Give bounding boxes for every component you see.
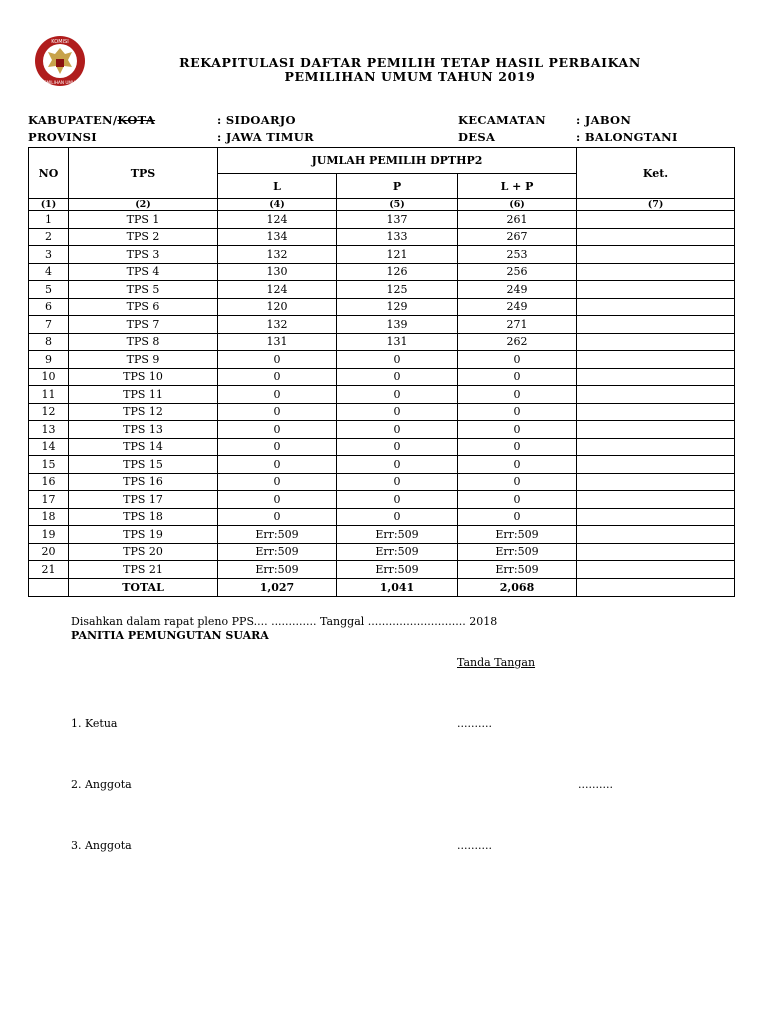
table-row [29, 281, 735, 299]
table-row [29, 351, 735, 369]
row-ket [577, 473, 735, 491]
row-ket [577, 281, 735, 299]
desa-value: : BALONGTANI [576, 130, 678, 144]
total-label: TOTAL [69, 578, 218, 596]
row-p: 126 [337, 263, 458, 281]
row-p: 0 [337, 508, 458, 526]
table-row [29, 508, 735, 526]
row-ket [577, 298, 735, 316]
row-lp: Err:509 [458, 561, 577, 579]
row-lp: 0 [458, 456, 577, 474]
index-cell: (5) [337, 199, 458, 211]
row-tps: TPS 18 [69, 508, 218, 526]
row-no: 17 [29, 491, 69, 509]
table-row [29, 491, 735, 509]
row-lp: 249 [458, 281, 577, 299]
row-no: 4 [29, 263, 69, 281]
table-row [29, 403, 735, 421]
row-p: 0 [337, 438, 458, 456]
row-no: 6 [29, 298, 69, 316]
row-l: 130 [218, 263, 337, 281]
table-row [29, 473, 735, 491]
header-tps: TPS [69, 148, 218, 199]
table-row [29, 298, 735, 316]
table-row [29, 386, 735, 404]
table-row [29, 333, 735, 351]
row-ket [577, 421, 735, 439]
row-l: Err:509 [218, 526, 337, 544]
signer-3-label: 3. Anggota [71, 839, 132, 852]
row-lp: 253 [458, 246, 577, 264]
row-no: 18 [29, 508, 69, 526]
row-tps: TPS 3 [69, 246, 218, 264]
row-p: 133 [337, 228, 458, 246]
row-l: 134 [218, 228, 337, 246]
row-tps: TPS 11 [69, 386, 218, 404]
desa-label: DESA [458, 130, 496, 144]
row-p: Err:509 [337, 543, 458, 561]
row-tps: TPS 9 [69, 351, 218, 369]
row-ket [577, 456, 735, 474]
table-row [29, 228, 735, 246]
table-row [29, 263, 735, 281]
rekap-table [28, 147, 735, 597]
row-tps: TPS 16 [69, 473, 218, 491]
row-ket [577, 333, 735, 351]
row-p: 137 [337, 211, 458, 229]
row-tps: TPS 13 [69, 421, 218, 439]
index-row [29, 199, 735, 211]
row-l: 131 [218, 333, 337, 351]
row-ket [577, 438, 735, 456]
signer-1-label: 1. Ketua [71, 717, 118, 730]
row-l: 124 [218, 211, 337, 229]
row-lp: 0 [458, 351, 577, 369]
kecamatan-label: KECAMATAN [458, 113, 546, 127]
row-tps: TPS 1 [69, 211, 218, 229]
row-lp: 0 [458, 491, 577, 509]
row-tps: TPS 8 [69, 333, 218, 351]
table-row [29, 421, 735, 439]
row-tps: TPS 12 [69, 403, 218, 421]
row-ket [577, 351, 735, 369]
row-p: 125 [337, 281, 458, 299]
row-no: 2 [29, 228, 69, 246]
row-l: 120 [218, 298, 337, 316]
row-tps: TPS 17 [69, 491, 218, 509]
row-lp: 267 [458, 228, 577, 246]
table-row [29, 316, 735, 334]
row-l: 132 [218, 316, 337, 334]
row-p: 129 [337, 298, 458, 316]
provinsi-value: : JAWA TIMUR [217, 130, 314, 144]
total-l: 1,027 [218, 578, 337, 596]
header-jumlah-pemilih: JUMLAH PEMILIH DPTHP2 [218, 148, 577, 174]
row-no: 7 [29, 316, 69, 334]
row-lp: 271 [458, 316, 577, 334]
index-cell: (6) [458, 199, 577, 211]
row-no: 14 [29, 438, 69, 456]
row-ket [577, 561, 735, 579]
tanda-tangan-label: Tanda Tangan [457, 656, 536, 669]
row-ket [577, 508, 735, 526]
row-no: 1 [29, 211, 69, 229]
row-l: Err:509 [218, 561, 337, 579]
row-tps: TPS 10 [69, 368, 218, 386]
row-p: 0 [337, 368, 458, 386]
panitia-title: PANITIA PEMUNGUTAN SUARA [71, 629, 269, 642]
table-row [29, 526, 735, 544]
total-ket [577, 578, 735, 596]
row-lp: Err:509 [458, 543, 577, 561]
row-p: 121 [337, 246, 458, 264]
header-p: P [337, 174, 458, 199]
row-ket [577, 491, 735, 509]
row-l: 0 [218, 403, 337, 421]
row-l: 0 [218, 508, 337, 526]
row-tps: TPS 19 [69, 526, 218, 544]
row-tps: TPS 2 [69, 228, 218, 246]
header-l: L [218, 174, 337, 199]
row-lp: 0 [458, 421, 577, 439]
row-lp: 262 [458, 333, 577, 351]
row-l: 0 [218, 421, 337, 439]
header-lp: L + P [458, 174, 577, 199]
row-l: 132 [218, 246, 337, 264]
row-p: 0 [337, 351, 458, 369]
total-lp: 2,068 [458, 578, 577, 596]
row-tps: TPS 6 [69, 298, 218, 316]
table-row [29, 211, 735, 229]
row-no: 20 [29, 543, 69, 561]
row-tps: TPS 5 [69, 281, 218, 299]
signer-1-dots: .......... [457, 717, 492, 730]
row-no: 8 [29, 333, 69, 351]
row-ket [577, 263, 735, 281]
row-tps: TPS 14 [69, 438, 218, 456]
row-tps: TPS 4 [69, 263, 218, 281]
row-no: 12 [29, 403, 69, 421]
row-no: 10 [29, 368, 69, 386]
row-lp: 0 [458, 386, 577, 404]
row-l: 0 [218, 386, 337, 404]
table-row [29, 456, 735, 474]
index-cell: (1) [29, 199, 69, 211]
row-lp: 256 [458, 263, 577, 281]
row-no: 19 [29, 526, 69, 544]
row-p: 0 [337, 386, 458, 404]
row-p: 0 [337, 403, 458, 421]
row-tps: TPS 7 [69, 316, 218, 334]
total-p: 1,041 [337, 578, 458, 596]
row-l: 0 [218, 368, 337, 386]
row-p: 0 [337, 473, 458, 491]
row-no: 15 [29, 456, 69, 474]
row-p: 0 [337, 456, 458, 474]
row-p: 0 [337, 421, 458, 439]
logo-text-top: KOMISI [51, 39, 69, 45]
pleno-text: Disahkan dalam rapat pleno PPS.... ............. Tanggal ............................ 2018 [71, 615, 498, 628]
row-lp: 0 [458, 368, 577, 386]
row-lp: Err:509 [458, 526, 577, 544]
logo-text-bottom: PEMILIHAN UMUM [41, 80, 79, 85]
row-lp: 0 [458, 473, 577, 491]
index-cell: (2) [69, 199, 218, 211]
row-no: 16 [29, 473, 69, 491]
kabupaten-value: : SIDOARJO [217, 113, 296, 127]
row-p: 0 [337, 491, 458, 509]
row-l: 0 [218, 351, 337, 369]
row-p: Err:509 [337, 526, 458, 544]
provinsi-label: PROVINSI [28, 130, 97, 144]
row-tps: TPS 20 [69, 543, 218, 561]
table-row [29, 561, 735, 579]
row-ket [577, 386, 735, 404]
row-l: 0 [218, 491, 337, 509]
row-no: 5 [29, 281, 69, 299]
row-ket [577, 368, 735, 386]
row-lp: 249 [458, 298, 577, 316]
row-l: 0 [218, 456, 337, 474]
row-lp: 261 [458, 211, 577, 229]
row-lp: 0 [458, 438, 577, 456]
row-no: 21 [29, 561, 69, 579]
row-p: 139 [337, 316, 458, 334]
row-no: 13 [29, 421, 69, 439]
header-ket: Ket. [577, 148, 735, 199]
row-tps: TPS 15 [69, 456, 218, 474]
row-ket [577, 403, 735, 421]
signer-2-label: 2. Anggota [71, 778, 132, 791]
index-cell: (7) [577, 199, 735, 211]
row-l: 0 [218, 473, 337, 491]
row-no: 11 [29, 386, 69, 404]
index-cell: (4) [218, 199, 337, 211]
title-line-2: PEMILIHAN UMUM TAHUN 2019 [284, 69, 536, 84]
row-l: 124 [218, 281, 337, 299]
row-ket [577, 211, 735, 229]
row-ket [577, 228, 735, 246]
table-row [29, 438, 735, 456]
row-no: 9 [29, 351, 69, 369]
table-row [29, 246, 735, 264]
total-empty [29, 578, 69, 596]
row-ket [577, 316, 735, 334]
row-p: Err:509 [337, 561, 458, 579]
row-no: 3 [29, 246, 69, 264]
header-no: NO [29, 148, 69, 199]
signer-3-dots: .......... [457, 839, 492, 852]
row-lp: 0 [458, 403, 577, 421]
row-ket [577, 526, 735, 544]
table-row [29, 543, 735, 561]
row-ket [577, 543, 735, 561]
total-row [29, 578, 735, 596]
row-lp: 0 [458, 508, 577, 526]
signer-2-dots: .......... [578, 778, 613, 791]
row-tps: TPS 21 [69, 561, 218, 579]
title-line-1: REKAPITULASI DAFTAR PEMILIH TETAP HASIL PERBAIKAN [179, 55, 641, 70]
table-row [29, 368, 735, 386]
kpu-logo [32, 34, 88, 88]
row-l: 0 [218, 438, 337, 456]
row-l: Err:509 [218, 543, 337, 561]
kabupaten-label: KABUPATEN/KOTA [28, 113, 156, 127]
row-ket [577, 246, 735, 264]
kecamatan-value: : JABON [576, 113, 632, 127]
row-p: 131 [337, 333, 458, 351]
